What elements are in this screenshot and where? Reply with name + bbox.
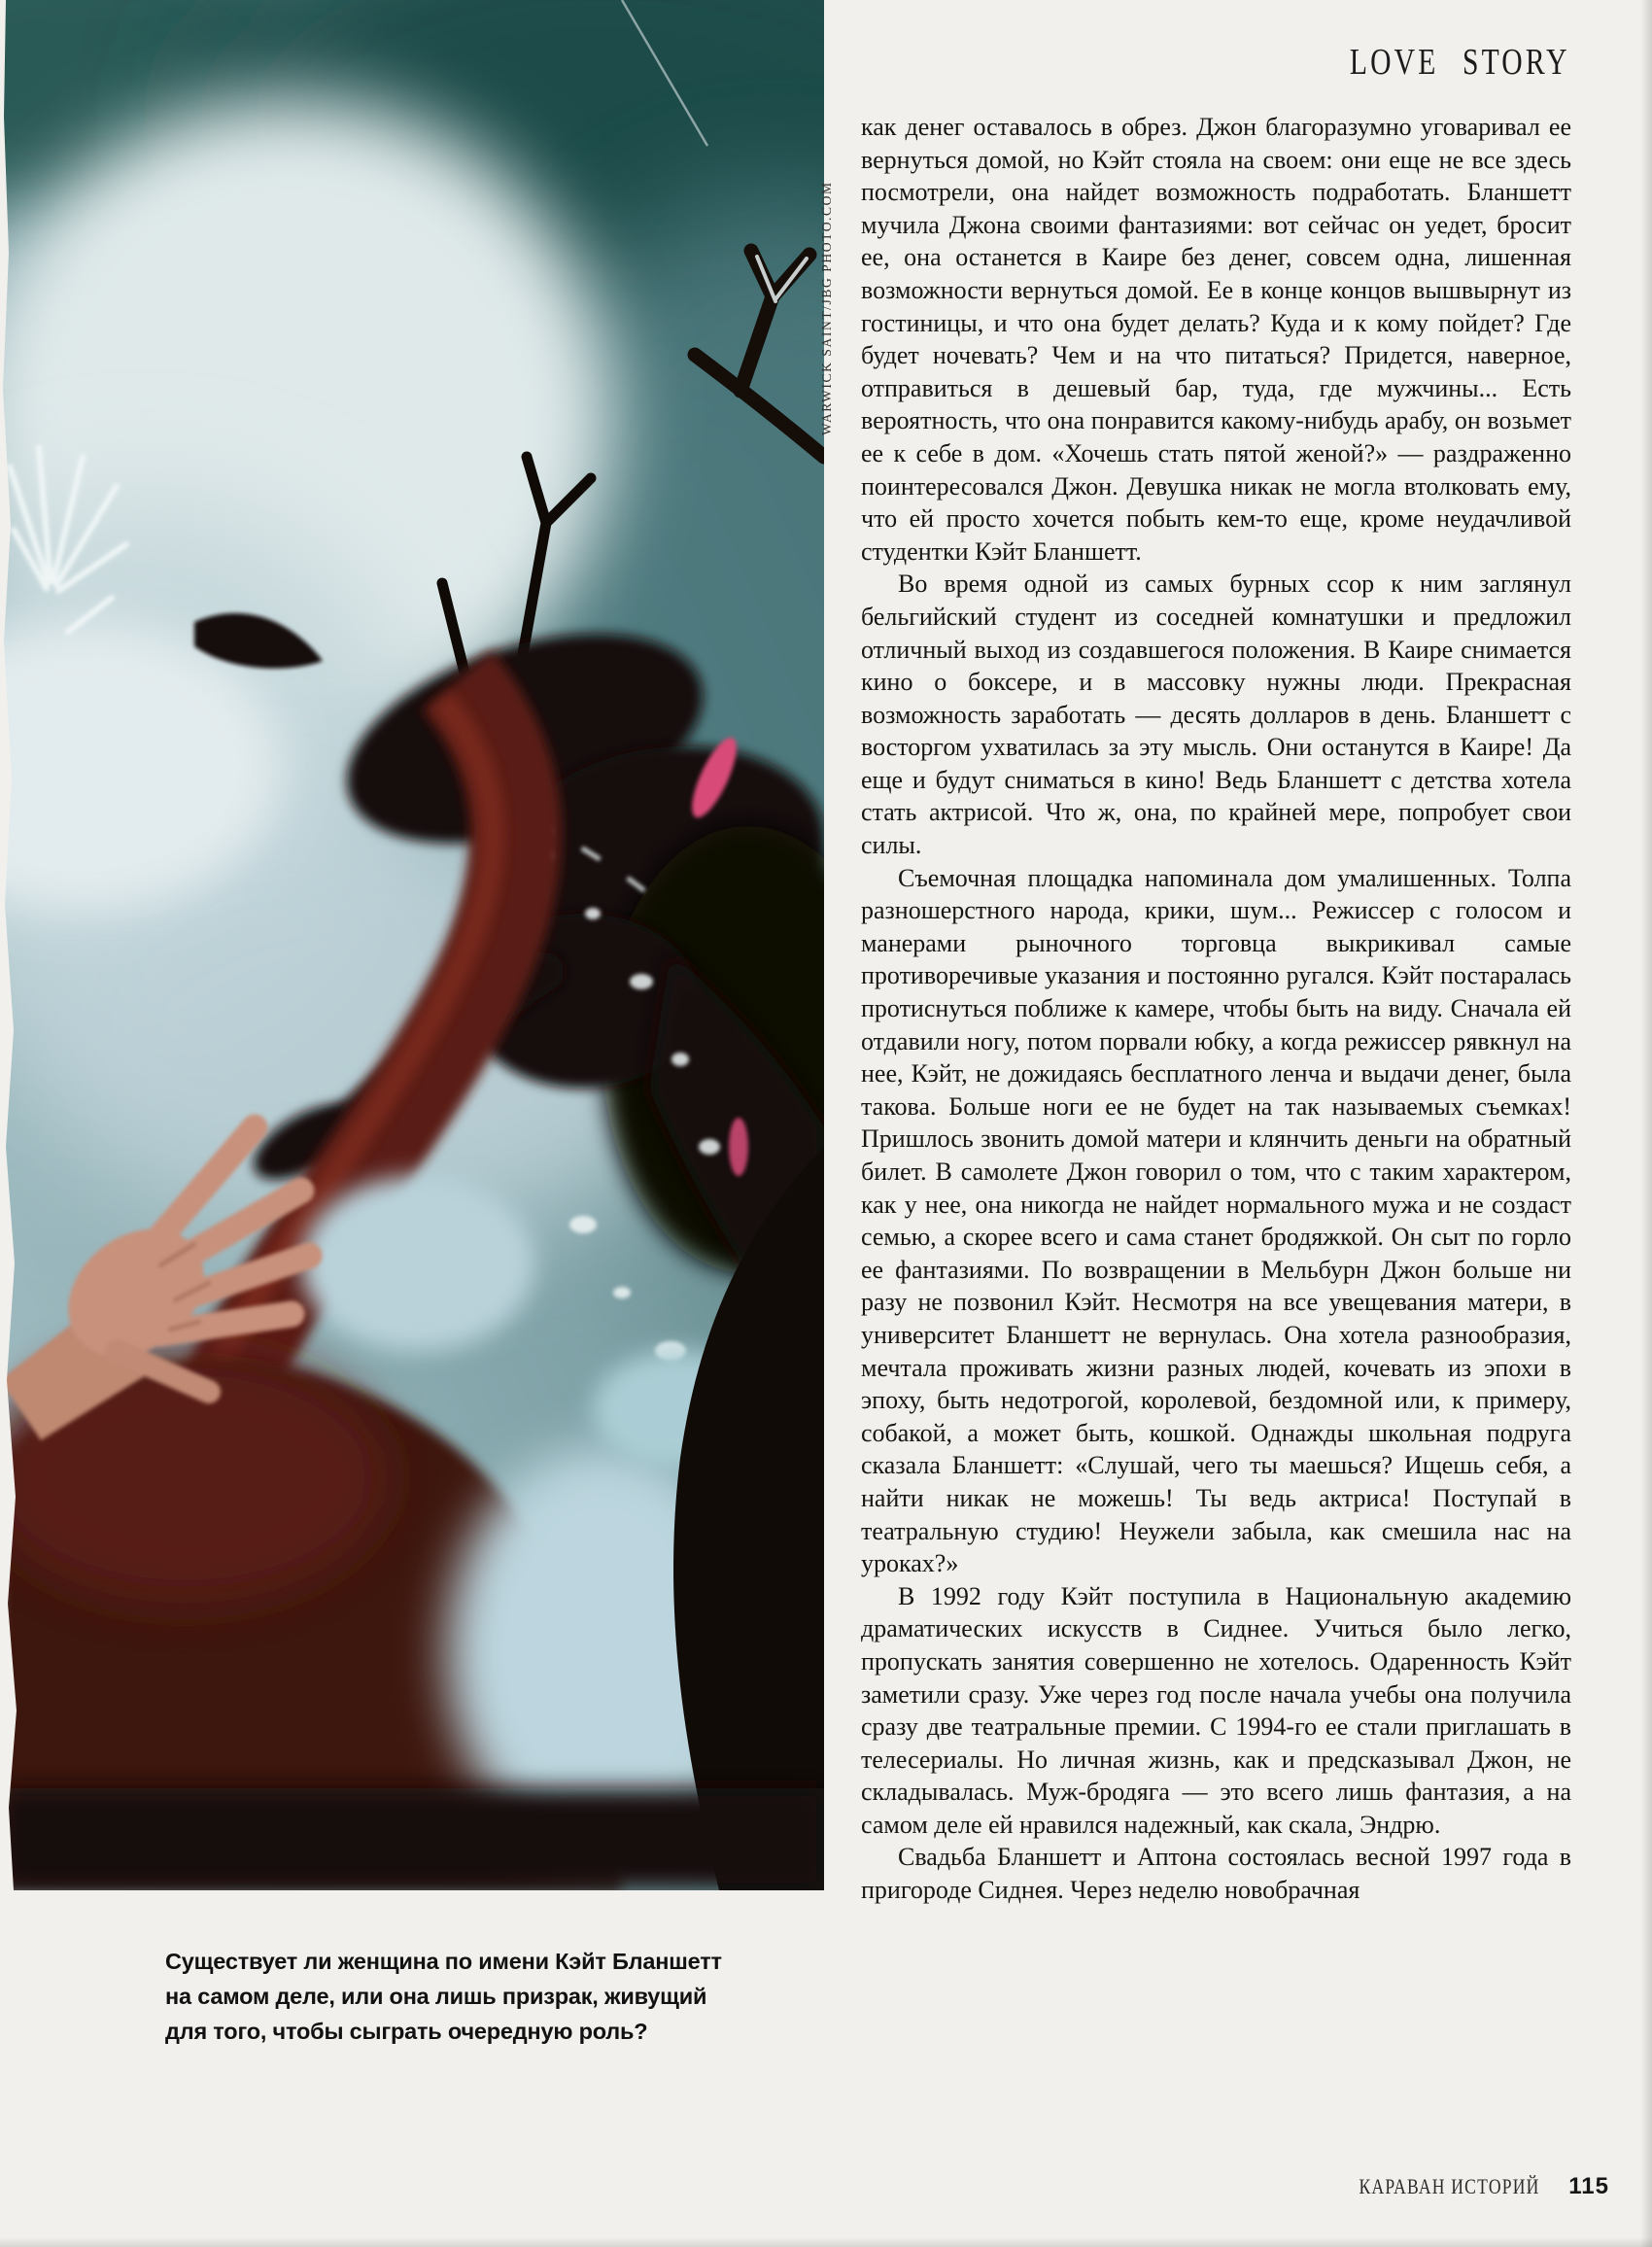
article-paragraph: Свадьба Бланшетт и Аптона состоялась весной 1997 года в пригороде Сиднея. Через неделю новобрачная xyxy=(861,1843,1571,1905)
article-paragraph: Съемочная площадка напоминала дом умалишенных. Толпа разношерстного народа, крики, шум... Режиссер с голосом и манерами рыночного торговца выкрикивал самые противоречивые указания и постоянно ругался. Кэйт постаралась протиснуться поближе к камере, чтобы быть на виду. Сначала ей отдавили ногу, потом порвали юбку, а когда режиссер рявкнул на нее, Кэйт, не дожидаясь бесплатного ленча и выдачи денег, была такова. Больше ноги ее не будет на так называемых съемках! Пришлось звонить домой матери и клянчить деньги на обратный билет. В самолете Джон говорил о том, что с таким характером, как у нее, она никогда не найдет нормального мужа и не создаст семью, а скорее всего и сама станет бродяжкой. Он сыт по горло ее фантазиями. По возвращении в Мельбурн Джон больше ни разу не позвонил Кэйт. Несмотря на все увещевания матери, в университет Бланшетт не вернулась. Она хотела разнообразия, мечтала проживать жизни разных людей, кочевать из эпохи в эпоху, быть недотрогой, королевой, бездомной или, к примеру, собакой, а может быть, кошкой. Однажды школьная подруга сказала Бланшетт: «Слушай, чего ты маешься? Ищешь себя, а найти никак не можешь! Ты ведь актриса! Поступай в театральную студию! Неужели забыла, как смешила нас на уроках?» xyxy=(861,863,1571,1578)
photo-caption xyxy=(165,1944,722,2049)
caption-line: Существует ли женщина по имени Кэйт Бланшетт xyxy=(165,1949,722,1974)
scan-edge-bottom xyxy=(0,2237,1652,2247)
section-headline: LOVE STORY xyxy=(1350,42,1570,83)
caption-line: на самом деле, или она лишь призрак, живущий xyxy=(165,1984,707,2009)
magazine-name: КАРАВАН ИСТОРИЙ xyxy=(1359,2174,1540,2198)
photo-artwork xyxy=(0,0,824,1890)
article-paragraph: как денег оставалось в обрез. Джон благоразумно уговаривал ее вернуться домой, но Кэйт стояла на своем: они еще не все здесь посмотрели, она найдет возможность подработать. Бланшетт мучила Джона своими фантазиями: вот сейчас он уедет, бросит ее, она останется в Каире без денег, совсем одна, лишенная возможности вернуться домой. Ее в конце концов вышвырнут из гостиницы, и что она будет делать? Куда и к кому пойдет? Где будет ночевать? Чем и на что питаться? Придется, наверное, отправиться в дешевый бар, туда, где мужчины... Есть вероятность, что она понравится какому-нибудь арабу, он возьмет ее к себе в дом. «Хочешь стать пятой женой?» — раздраженно поинтересовался Джон. Девушка никак не могла втолковать ему, что ей просто хочется побыть кем-то еще, кроме неудачливой студентки Кэйт Бланшетт. xyxy=(861,113,1571,566)
cate-blanchett-art-photo xyxy=(0,0,824,1890)
article-body xyxy=(861,111,1571,1907)
page-number: 115 xyxy=(1568,2173,1609,2199)
page-footer xyxy=(1314,2173,1609,2200)
scan-edge-right xyxy=(1640,0,1652,2247)
caption-line: для того, чтобы сыграть очередную роль? xyxy=(165,2019,648,2044)
article-paragraph: Во время одной из самых бурных ссор к ним заглянул бельгийский студент из соседней комнатушки и предложил отличный выход из создавшегося положения. В Каире снимается кино о боксере, и в массовку нужны люди. Прекрасная возможность заработать — десять долларов в день. Бланшетт с восторгом ухватилась за эту мысль. Они останутся в Каире! Да еще и будут сниматься в кино! Ведь Бланшетт с детства хотела стать актрисой. Что ж, она, по крайней мере, попробует свои силы. xyxy=(861,570,1571,860)
photo-credit: WARWICK SAINT/JBG PHOTO.COM xyxy=(819,181,834,435)
article-paragraph: В 1992 году Кэйт поступила в Национальную академию драматических искусств в Сиднее. Учиться было легко, пропускать занятия совершенно не хотелось. Одаренность Кэйт заметили сразу. Уже через год после начала учебы она получила сразу две театральные премии. С 1994-го ее стали приглашать в телесериалы. Но личная жизнь, как и предсказывал Джон, не складывалась. Муж-бродяга — это всего лишь фантазия, а на самом деле ей нравился надежный, как скала, Эндрю. xyxy=(861,1581,1571,1839)
